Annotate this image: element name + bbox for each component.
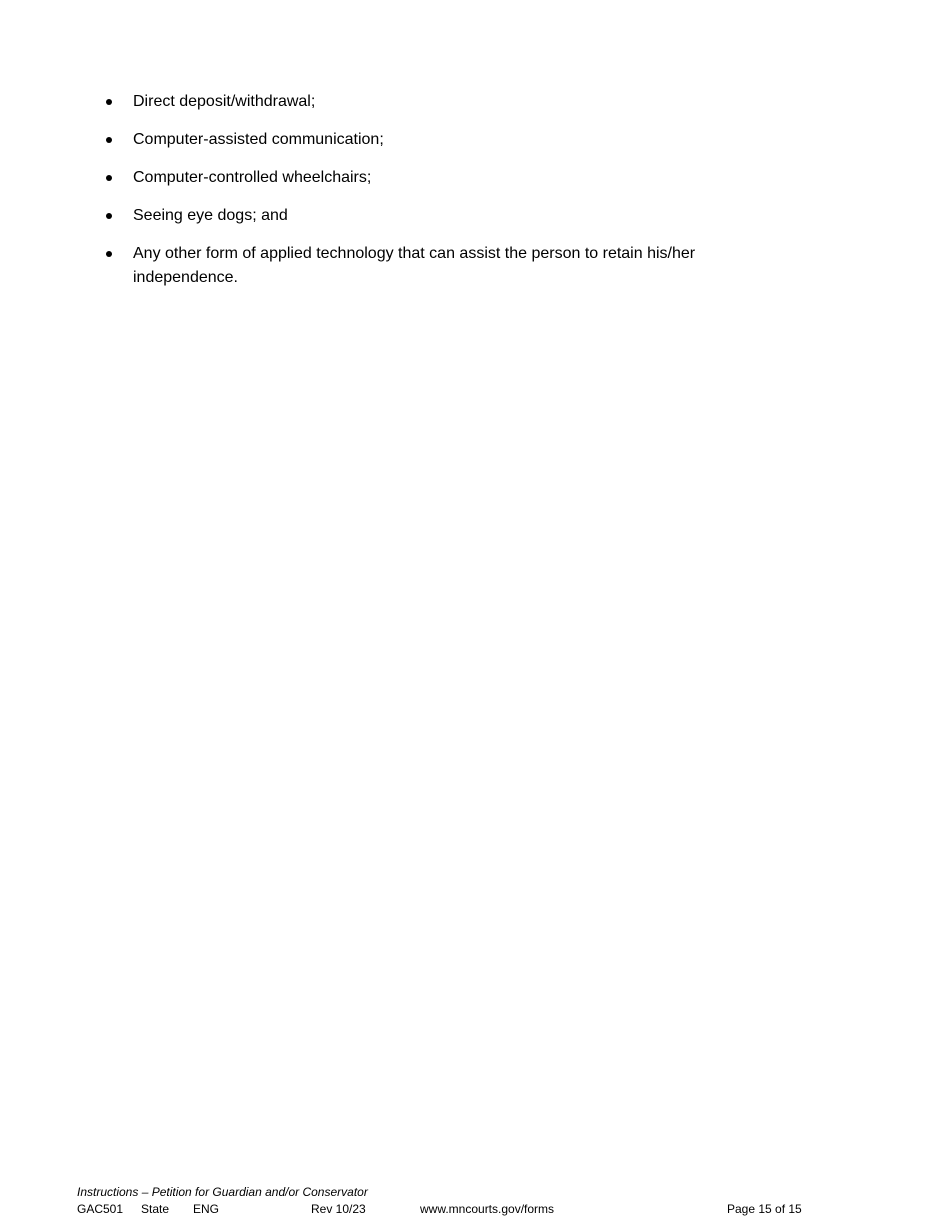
list-item — [104, 204, 784, 228]
language-label: ENG — [193, 1202, 220, 1216]
bullet-icon — [106, 137, 112, 143]
list-item — [104, 166, 784, 190]
list-item-text: Computer-assisted communication; — [133, 131, 384, 148]
footer-title: Instructions – Petition for Guardian and/or Conservator — [77, 1185, 368, 1199]
form-code: GAC501 — [77, 1202, 124, 1216]
list-item-text: Computer-controlled wheelchairs; — [133, 169, 372, 186]
page-footer — [77, 1184, 817, 1218]
forms-url: www.mncourts.gov/forms — [420, 1202, 555, 1216]
revision-label: Rev 10/23 — [311, 1202, 366, 1216]
bullet-icon — [106, 251, 112, 257]
footer-info-row — [77, 1201, 817, 1218]
technology-bullet-list — [104, 90, 784, 304]
list-item-text: Direct deposit/withdrawal; — [133, 93, 316, 110]
bullet-icon — [106, 213, 112, 219]
list-item-text: Any other form of applied technology that can assist the person to retain his/her independence. — [133, 245, 696, 286]
list-item — [104, 128, 784, 152]
jurisdiction-label: State — [141, 1202, 170, 1216]
bullet-icon — [106, 99, 112, 105]
list-item — [104, 90, 784, 114]
page-number: Page 15 of 15 — [727, 1202, 802, 1216]
list-item-text: Seeing eye dogs; and — [133, 207, 288, 224]
bullet-icon — [106, 175, 112, 181]
list-item — [104, 242, 784, 290]
